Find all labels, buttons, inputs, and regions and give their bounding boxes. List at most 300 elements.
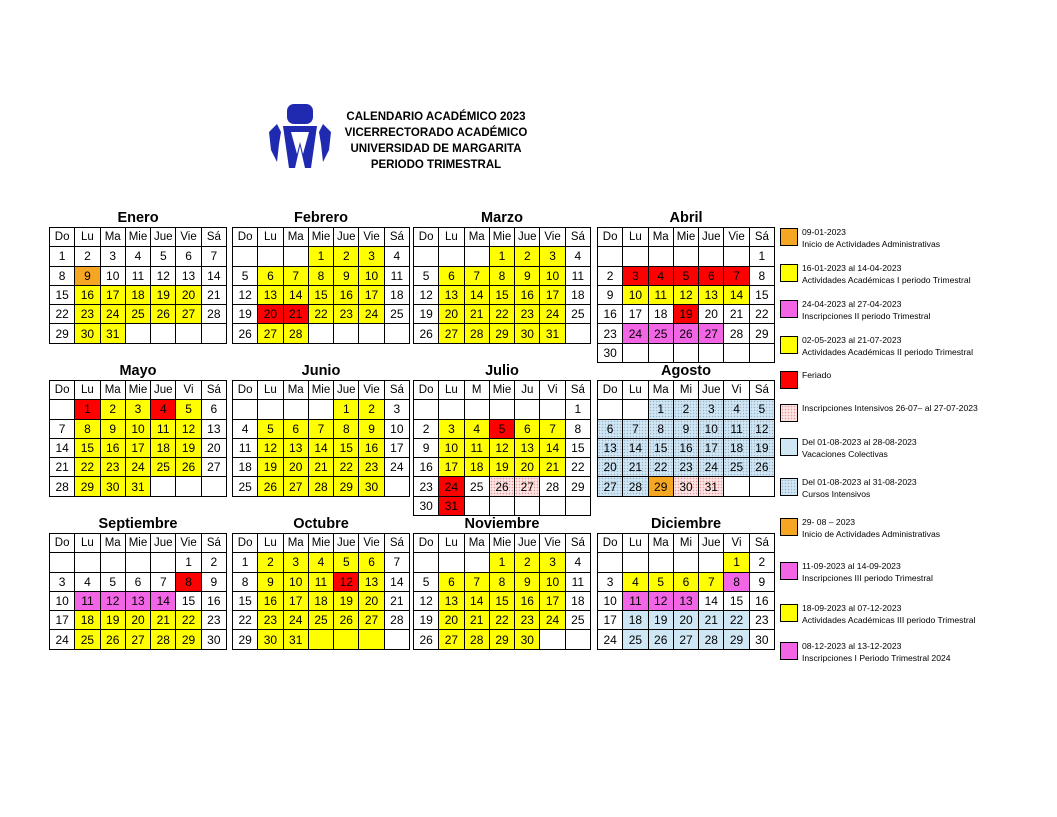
day-cell xyxy=(126,324,151,343)
day-cell xyxy=(515,400,540,419)
day-cell: 21 xyxy=(309,458,334,477)
month-name: Enero xyxy=(117,210,159,226)
weekday-header: Jue xyxy=(334,381,359,400)
day-cell: 6 xyxy=(515,420,540,439)
day-cell: 10 xyxy=(385,420,410,439)
day-cell: 25 xyxy=(566,611,591,630)
day-cell: 25 xyxy=(75,630,100,649)
weekday-header: Ma xyxy=(649,381,674,400)
day-cell: 5 xyxy=(414,573,439,592)
day-cell: 29 xyxy=(334,477,359,496)
day-cell xyxy=(50,553,75,572)
day-cell: 15 xyxy=(566,439,591,458)
day-cell xyxy=(699,344,724,363)
day-cell: 19 xyxy=(151,286,176,305)
day-cell: 22 xyxy=(233,611,258,630)
day-cell: 18 xyxy=(623,611,648,630)
day-cell: 2 xyxy=(75,247,100,266)
day-cell: 15 xyxy=(176,592,201,611)
weekday-header: Ma xyxy=(284,228,309,247)
day-cell: 27 xyxy=(439,630,464,649)
legend-line1: 16-01-2023 al 14-04-2023 xyxy=(802,263,902,273)
day-cell: 8 xyxy=(233,573,258,592)
day-cell: 21 xyxy=(202,286,227,305)
legend-line1: 24-04-2023 al 27-04-2023 xyxy=(802,299,902,309)
day-cell: 4 xyxy=(649,267,674,286)
day-cell xyxy=(490,400,515,419)
day-cell: 6 xyxy=(598,420,623,439)
day-cell: 27 xyxy=(674,630,699,649)
day-cell xyxy=(233,247,258,266)
weekday-header: Do xyxy=(50,228,75,247)
day-cell: 3 xyxy=(623,267,648,286)
day-cell: 20 xyxy=(258,305,283,324)
weekday-header: Do xyxy=(598,228,623,247)
weekday-header: Do xyxy=(414,381,439,400)
day-cell: 17 xyxy=(623,305,648,324)
day-cell: 7 xyxy=(465,573,490,592)
day-cell: 21 xyxy=(724,305,749,324)
day-cell: 22 xyxy=(309,305,334,324)
day-cell xyxy=(414,247,439,266)
weekday-header: Lu xyxy=(258,228,283,247)
day-cell xyxy=(258,400,283,419)
weekday-header: Mie xyxy=(674,228,699,247)
day-cell: 15 xyxy=(490,592,515,611)
day-cell: 1 xyxy=(649,400,674,419)
day-cell: 25 xyxy=(623,630,648,649)
day-cell: 10 xyxy=(598,592,623,611)
day-cell: 31 xyxy=(101,324,126,343)
day-cell: 9 xyxy=(598,286,623,305)
day-cell: 24 xyxy=(699,458,724,477)
legend-text xyxy=(802,516,940,540)
day-cell: 17 xyxy=(101,286,126,305)
day-cell: 21 xyxy=(540,458,565,477)
day-cell: 14 xyxy=(623,439,648,458)
day-cell: 23 xyxy=(334,305,359,324)
day-cell xyxy=(566,497,591,516)
day-cell: 8 xyxy=(649,420,674,439)
day-cell: 15 xyxy=(649,439,674,458)
day-cell: 24 xyxy=(540,611,565,630)
day-cell xyxy=(465,247,490,266)
legend-swatch xyxy=(780,264,798,282)
day-cell: 8 xyxy=(566,420,591,439)
day-cell: 20 xyxy=(126,611,151,630)
weekday-header: Sá xyxy=(750,381,775,400)
day-cell xyxy=(309,400,334,419)
weekday-header: Sá xyxy=(385,534,410,553)
legend-text xyxy=(802,602,975,626)
day-cell xyxy=(309,630,334,649)
day-cell: 13 xyxy=(284,439,309,458)
day-cell: 18 xyxy=(151,439,176,458)
day-cell: 17 xyxy=(284,592,309,611)
legend-line1: 29- 08 – 2023 xyxy=(802,517,856,527)
day-cell: 13 xyxy=(598,439,623,458)
day-cell: 26 xyxy=(674,324,699,343)
day-cell: 20 xyxy=(699,305,724,324)
day-cell xyxy=(439,247,464,266)
day-cell: 8 xyxy=(50,267,75,286)
day-cell xyxy=(649,344,674,363)
weekday-header: Sá xyxy=(566,228,591,247)
legend-line2: Actividades Académicas I periodo Trimestral xyxy=(802,275,971,285)
day-cell: 28 xyxy=(309,477,334,496)
day-cell: 26 xyxy=(176,458,201,477)
day-cell: 20 xyxy=(439,611,464,630)
day-cell: 7 xyxy=(699,573,724,592)
day-cell: 30 xyxy=(202,630,227,649)
day-cell: 31 xyxy=(540,324,565,343)
day-cell: 4 xyxy=(566,553,591,572)
day-cell: 19 xyxy=(176,439,201,458)
day-cell: 4 xyxy=(385,247,410,266)
day-cell: 20 xyxy=(515,458,540,477)
day-cell: 13 xyxy=(359,573,384,592)
legend-line1: 02-05-2023 al 21-07-2023 xyxy=(802,335,902,345)
day-cell: 19 xyxy=(233,305,258,324)
day-cell: 21 xyxy=(151,611,176,630)
day-cell: 14 xyxy=(151,592,176,611)
day-cell: 14 xyxy=(465,286,490,305)
day-cell: 8 xyxy=(334,420,359,439)
weekday-header: Sá xyxy=(750,228,775,247)
day-cell: 23 xyxy=(598,324,623,343)
day-cell: 29 xyxy=(724,630,749,649)
day-cell: 17 xyxy=(699,439,724,458)
day-cell: 27 xyxy=(439,324,464,343)
day-cell: 14 xyxy=(465,592,490,611)
day-cell xyxy=(515,497,540,516)
day-cell xyxy=(465,400,490,419)
weekday-header: Mie xyxy=(309,534,334,553)
day-cell xyxy=(385,630,410,649)
day-cell: 1 xyxy=(490,553,515,572)
day-cell: 5 xyxy=(334,553,359,572)
day-cell: 9 xyxy=(359,420,384,439)
day-cell: 13 xyxy=(202,420,227,439)
day-cell: 18 xyxy=(385,286,410,305)
day-cell: 15 xyxy=(750,286,775,305)
weekday-header: Ma xyxy=(465,534,490,553)
weekday-header: Lu xyxy=(439,381,464,400)
day-cell: 26 xyxy=(649,630,674,649)
day-cell: 13 xyxy=(258,286,283,305)
day-cell: 22 xyxy=(490,611,515,630)
legend-swatch xyxy=(780,438,798,456)
day-cell: 11 xyxy=(649,286,674,305)
day-cell: 13 xyxy=(515,439,540,458)
day-cell: 1 xyxy=(566,400,591,419)
day-cell: 28 xyxy=(151,630,176,649)
day-cell: 4 xyxy=(151,400,176,419)
day-cell: 21 xyxy=(50,458,75,477)
day-cell: 24 xyxy=(623,324,648,343)
day-cell: 27 xyxy=(126,630,151,649)
day-cell: 5 xyxy=(101,573,126,592)
day-cell: 6 xyxy=(359,553,384,572)
day-cell: 31 xyxy=(126,477,151,496)
day-cell: 30 xyxy=(598,344,623,363)
legend-swatch xyxy=(780,300,798,318)
legend-line2: Vacaciones Colectivas xyxy=(802,449,888,459)
month-name: Octubre xyxy=(293,516,349,532)
day-cell: 19 xyxy=(334,592,359,611)
day-cell: 25 xyxy=(151,458,176,477)
day-cell xyxy=(439,553,464,572)
weekday-header: Jue xyxy=(151,228,176,247)
weekday-header: Mie xyxy=(126,381,151,400)
month-10 xyxy=(413,515,591,650)
day-cell xyxy=(699,247,724,266)
legend-text xyxy=(802,369,831,381)
legend-line1: Del 01-08-2023 al 31-08-2023 xyxy=(802,477,917,487)
month-grid xyxy=(232,533,410,650)
day-cell: 28 xyxy=(385,611,410,630)
day-cell: 10 xyxy=(540,267,565,286)
day-cell: 11 xyxy=(151,420,176,439)
month-grid xyxy=(413,533,591,650)
weekday-header: Lu xyxy=(623,381,648,400)
weekday-header: Jue xyxy=(699,534,724,553)
weekday-header: Ma xyxy=(649,534,674,553)
month-grid xyxy=(49,533,227,650)
legend-line1: 11-09-2023 al 14-09-2023 xyxy=(802,561,901,571)
day-cell: 7 xyxy=(465,267,490,286)
day-cell: 29 xyxy=(75,477,100,496)
day-cell: 16 xyxy=(515,592,540,611)
day-cell xyxy=(309,324,334,343)
day-cell: 10 xyxy=(126,420,151,439)
weekday-header: Jue xyxy=(334,534,359,553)
day-cell: 22 xyxy=(750,305,775,324)
month-name: Febrero xyxy=(294,210,348,226)
day-cell: 17 xyxy=(385,439,410,458)
day-cell: 4 xyxy=(566,247,591,266)
month-2 xyxy=(413,209,591,344)
day-cell: 3 xyxy=(699,400,724,419)
day-cell: 20 xyxy=(674,611,699,630)
day-cell: 6 xyxy=(439,573,464,592)
day-cell: 8 xyxy=(309,267,334,286)
day-cell: 16 xyxy=(750,592,775,611)
day-cell: 28 xyxy=(202,305,227,324)
day-cell: 22 xyxy=(649,458,674,477)
day-cell: 25 xyxy=(233,477,258,496)
title-line: CALENDARIO ACADÉMICO 2023 xyxy=(346,111,526,123)
day-cell: 28 xyxy=(50,477,75,496)
weekday-header: Sá xyxy=(566,381,591,400)
weekday-header: Vi xyxy=(724,534,749,553)
weekday-header: Vie xyxy=(359,381,384,400)
day-cell: 15 xyxy=(334,439,359,458)
day-cell: 4 xyxy=(75,573,100,592)
legend-swatch xyxy=(780,478,798,496)
day-cell: 18 xyxy=(233,458,258,477)
day-cell xyxy=(623,400,648,419)
day-cell: 12 xyxy=(176,420,201,439)
day-cell xyxy=(699,553,724,572)
day-cell: 1 xyxy=(490,247,515,266)
day-cell: 19 xyxy=(101,611,126,630)
day-cell: 30 xyxy=(359,477,384,496)
day-cell: 2 xyxy=(202,553,227,572)
day-cell xyxy=(359,324,384,343)
day-cell: 1 xyxy=(309,247,334,266)
day-cell: 2 xyxy=(359,400,384,419)
day-cell: 3 xyxy=(284,553,309,572)
legend-swatch xyxy=(780,518,798,536)
weekday-header: Lu xyxy=(75,228,100,247)
day-cell: 31 xyxy=(439,497,464,516)
day-cell: 10 xyxy=(439,439,464,458)
day-cell: 2 xyxy=(750,553,775,572)
legend-swatch xyxy=(780,604,798,622)
day-cell: 6 xyxy=(176,247,201,266)
legend-swatch xyxy=(780,336,798,354)
weekday-header: Lu xyxy=(439,228,464,247)
day-cell: 30 xyxy=(75,324,100,343)
day-cell xyxy=(385,324,410,343)
day-cell: 24 xyxy=(385,458,410,477)
legend-line1: 08-12-2023 al 13-12-2023 xyxy=(802,641,902,651)
day-cell: 30 xyxy=(750,630,775,649)
day-cell: 11 xyxy=(566,267,591,286)
day-cell: 24 xyxy=(439,477,464,496)
day-cell: 8 xyxy=(750,267,775,286)
day-cell: 12 xyxy=(101,592,126,611)
day-cell: 26 xyxy=(233,324,258,343)
day-cell: 9 xyxy=(75,267,100,286)
day-cell: 13 xyxy=(699,286,724,305)
day-cell: 3 xyxy=(385,400,410,419)
day-cell: 10 xyxy=(540,573,565,592)
legend-text xyxy=(802,476,917,500)
day-cell xyxy=(598,553,623,572)
legend-text xyxy=(802,334,973,358)
day-cell: 27 xyxy=(258,324,283,343)
day-cell: 19 xyxy=(414,611,439,630)
weekday-header: Jue xyxy=(151,534,176,553)
month-grid xyxy=(413,227,591,344)
month-name: Julio xyxy=(485,363,519,379)
legend-line2: Actividades Académicas II periodo Trimestral xyxy=(802,347,973,357)
weekday-header: Vie xyxy=(359,228,384,247)
day-cell: 22 xyxy=(50,305,75,324)
weekday-header: Jue xyxy=(699,381,724,400)
day-cell: 23 xyxy=(75,305,100,324)
day-cell: 5 xyxy=(258,420,283,439)
day-cell: 23 xyxy=(101,458,126,477)
day-cell: 30 xyxy=(414,497,439,516)
day-cell: 22 xyxy=(75,458,100,477)
day-cell xyxy=(101,553,126,572)
month-name: Agosto xyxy=(661,363,711,379)
day-cell: 22 xyxy=(176,611,201,630)
legend-text xyxy=(802,262,971,286)
day-cell: 18 xyxy=(566,286,591,305)
day-cell: 17 xyxy=(598,611,623,630)
day-cell: 8 xyxy=(490,267,515,286)
day-cell: 4 xyxy=(309,553,334,572)
day-cell xyxy=(202,477,227,496)
day-cell: 12 xyxy=(334,573,359,592)
day-cell: 27 xyxy=(598,477,623,496)
day-cell: 20 xyxy=(598,458,623,477)
legend-line2: Inicio de Actividades Administrativas xyxy=(802,239,941,249)
day-cell xyxy=(414,553,439,572)
weekday-header: Ma xyxy=(101,534,126,553)
day-cell: 29 xyxy=(233,630,258,649)
day-cell: 2 xyxy=(101,400,126,419)
weekday-header: Lu xyxy=(75,534,100,553)
day-cell: 16 xyxy=(359,439,384,458)
weekday-header: Lu xyxy=(439,534,464,553)
month-3 xyxy=(597,209,775,363)
day-cell: 2 xyxy=(598,267,623,286)
month-5 xyxy=(232,362,410,497)
day-cell xyxy=(724,247,749,266)
month-name: Noviembre xyxy=(464,516,540,532)
day-cell: 7 xyxy=(385,553,410,572)
day-cell: 10 xyxy=(101,267,126,286)
weekday-header: Mie xyxy=(309,381,334,400)
day-cell: 17 xyxy=(126,439,151,458)
day-cell: 26 xyxy=(101,630,126,649)
day-cell: 27 xyxy=(176,305,201,324)
day-cell: 8 xyxy=(176,573,201,592)
day-cell: 18 xyxy=(649,305,674,324)
calendar-title xyxy=(338,109,534,173)
day-cell: 18 xyxy=(566,592,591,611)
day-cell: 3 xyxy=(50,573,75,592)
day-cell: 8 xyxy=(75,420,100,439)
day-cell: 3 xyxy=(598,573,623,592)
day-cell: 12 xyxy=(750,420,775,439)
day-cell: 21 xyxy=(465,305,490,324)
day-cell: 19 xyxy=(750,439,775,458)
weekday-header: Vi xyxy=(540,381,565,400)
day-cell: 24 xyxy=(101,305,126,324)
day-cell: 13 xyxy=(176,267,201,286)
day-cell: 14 xyxy=(385,573,410,592)
legend-line1: Inscripciones Intensivos 26-07– al 27-07-2023 xyxy=(802,403,978,413)
day-cell: 11 xyxy=(233,439,258,458)
day-cell: 24 xyxy=(284,611,309,630)
day-cell: 24 xyxy=(50,630,75,649)
day-cell: 5 xyxy=(649,573,674,592)
day-cell: 13 xyxy=(439,286,464,305)
day-cell: 28 xyxy=(699,630,724,649)
day-cell: 4 xyxy=(465,420,490,439)
day-cell: 2 xyxy=(414,420,439,439)
day-cell: 26 xyxy=(258,477,283,496)
day-cell: 14 xyxy=(724,286,749,305)
day-cell: 5 xyxy=(151,247,176,266)
day-cell: 29 xyxy=(649,477,674,496)
day-cell: 25 xyxy=(724,458,749,477)
weekday-header: Ma xyxy=(284,381,309,400)
weekday-header: Do xyxy=(598,381,623,400)
day-cell: 9 xyxy=(515,573,540,592)
day-cell: 30 xyxy=(674,477,699,496)
day-cell: 11 xyxy=(566,573,591,592)
title-line: VICERRECTORADO ACADÉMICO xyxy=(344,127,528,139)
month-4 xyxy=(49,362,227,497)
weekday-header: Do xyxy=(414,534,439,553)
